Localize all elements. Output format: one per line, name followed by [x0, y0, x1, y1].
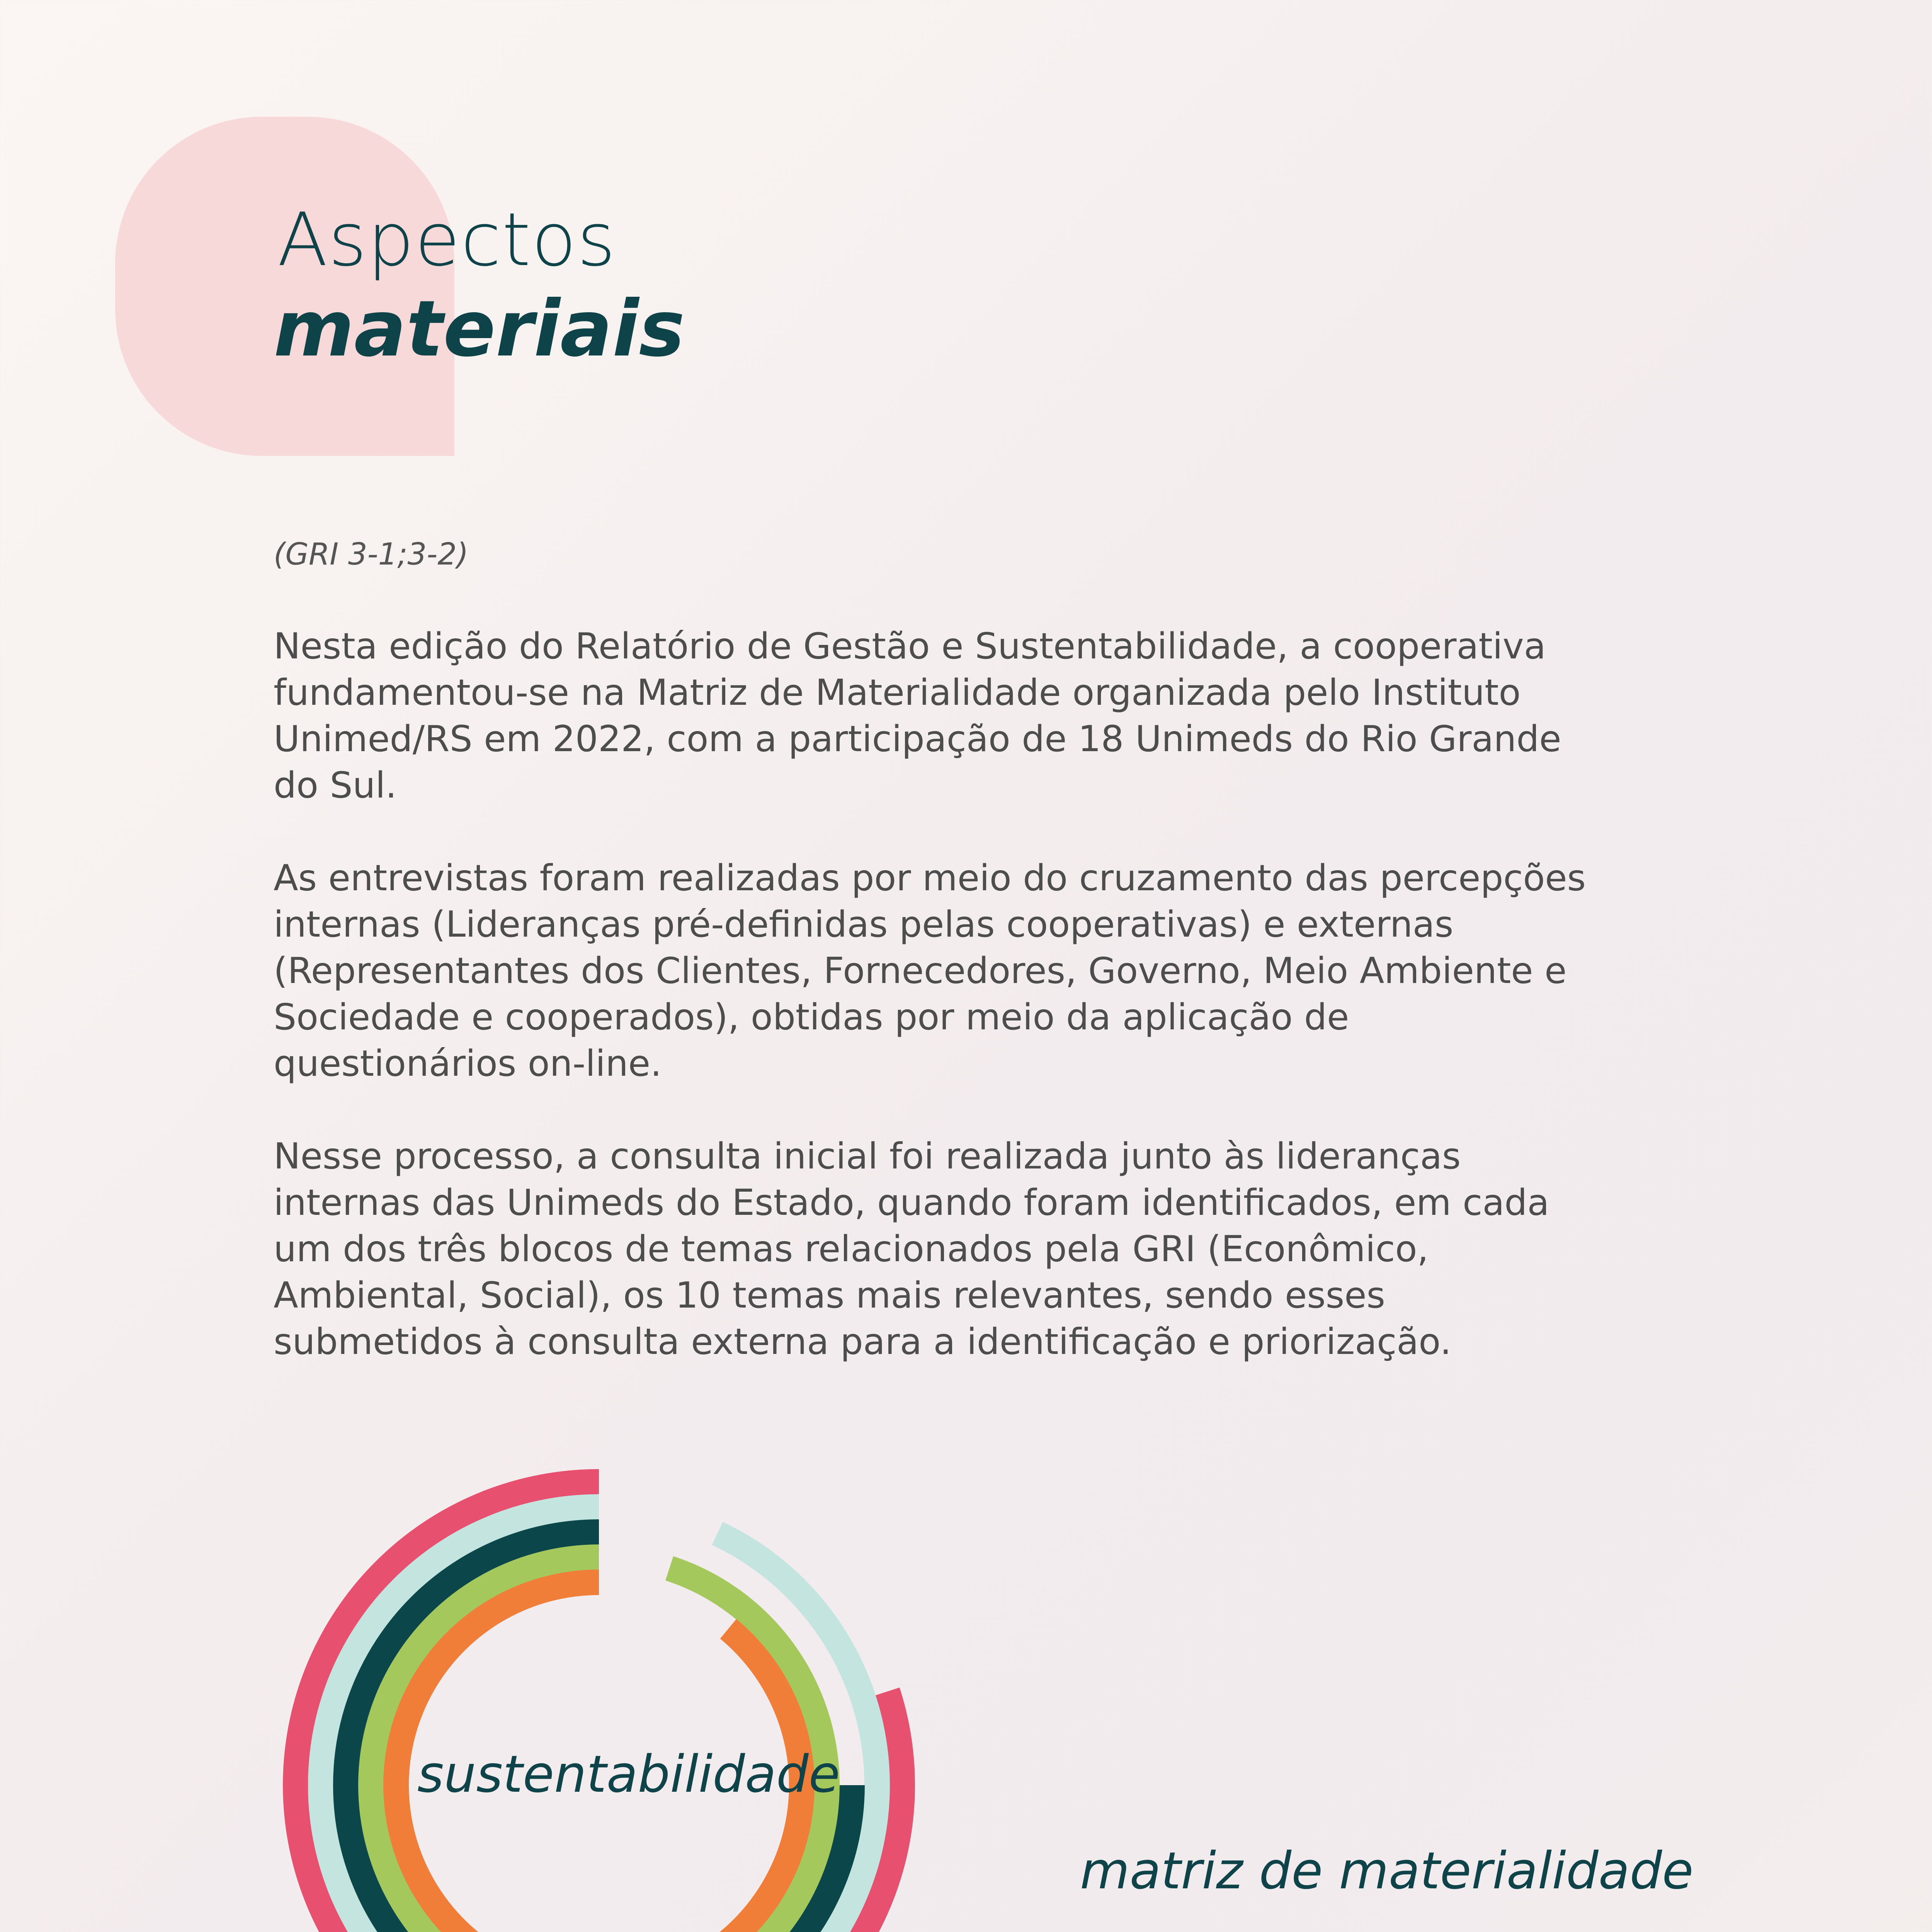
- gri-reference: (GRI 3-1;3-2): [274, 537, 469, 572]
- paragraph-1: Nesta edição do Relatório de Gestão e Sustentabilidade, a cooperativa fundamentou-se na Matriz de Materialidade organizada pelo Instituto Unimed/RS em 2022, com a participação de 18 Unimeds do Rio Grande do Sul.: [274, 625, 1561, 806]
- paragraph-2: As entrevistas foram realizadas por meio do cruzamento das percepções internas (Lideranças pré-definidas pelas cooperativas) e externas (Representantes dos Clientes, Fornecedores, Governo, Meio Ambiente e Sociedade e cooperados), obtidas por meio da aplicação de questionários on-line.: [274, 857, 1586, 1084]
- matrix-title: matriz de materialidade: [1080, 1841, 1694, 1901]
- page-title-line2: materiais: [274, 284, 685, 374]
- rings-label: sustentabilidade: [417, 1745, 840, 1804]
- page-title-line1: Aspectos: [277, 197, 616, 282]
- sustainability-rings: [270, 1457, 927, 1932]
- paragraph-3: Nesse processo, a consulta inicial foi realizada junto às lideranças internas das Unimeds do Estado, quando foram identificados, em cada um dos três blocos de temas relacionados pela GRI (Econômico, Ambiental, Social), os 10 temas mais relevantes, sendo esses submetidos à consulta externa para a identificação e priorização.: [274, 1135, 1549, 1362]
